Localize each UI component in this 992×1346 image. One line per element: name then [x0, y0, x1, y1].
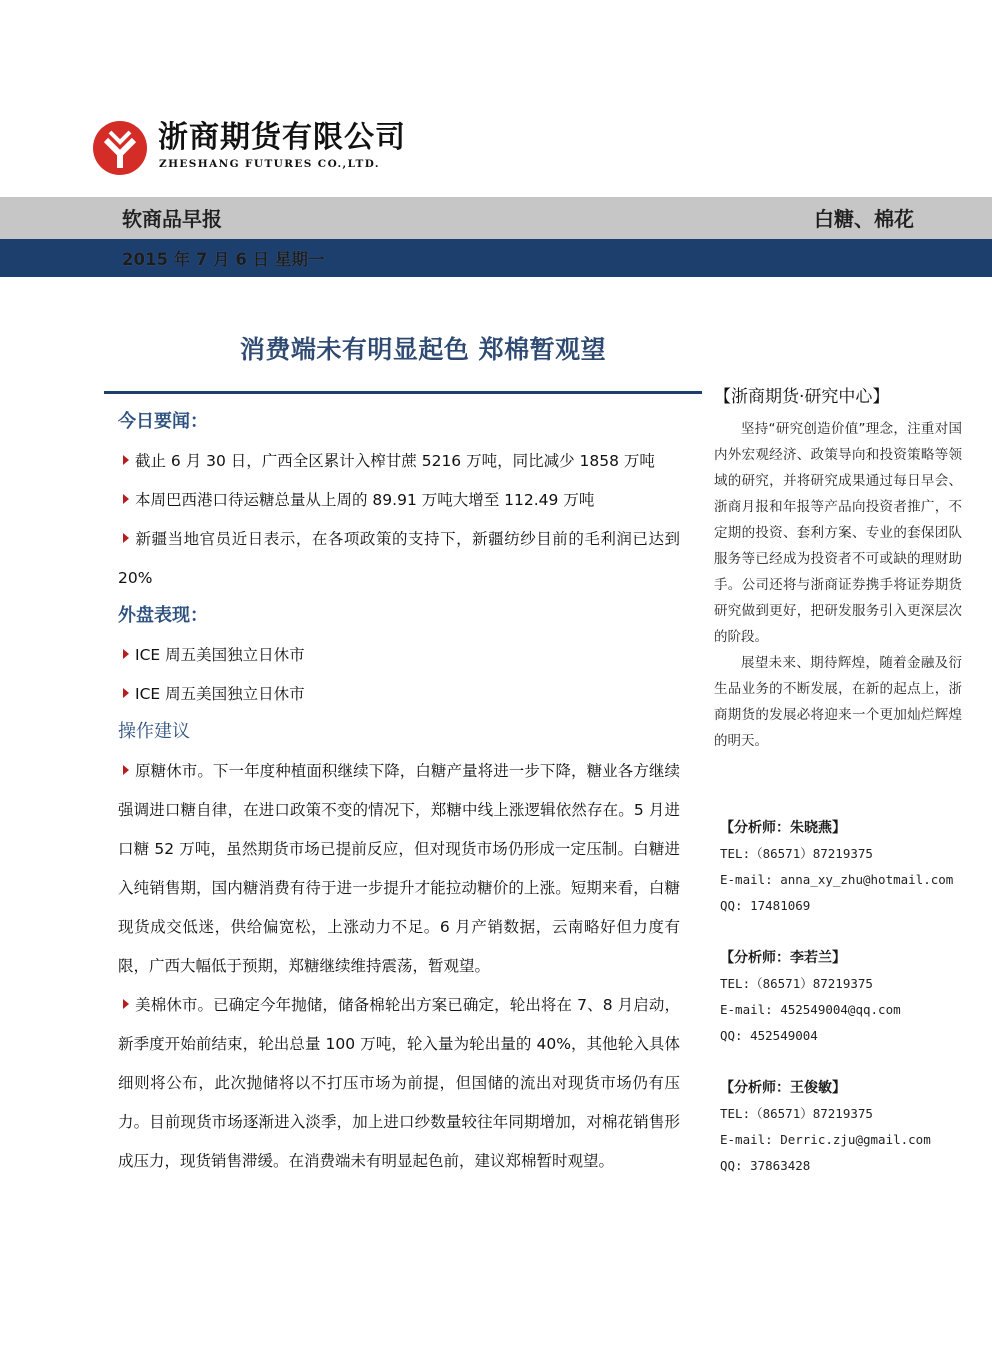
bullet-arrow-icon [123, 688, 129, 698]
outer-item-text: ICE 周五美国独立日休市 [135, 685, 305, 703]
main-content [118, 404, 680, 1181]
analyst-name: 【分析师：朱晓燕】 [720, 820, 846, 836]
bullet-arrow-icon [123, 494, 129, 504]
analyst-card [720, 815, 970, 919]
bullet-arrow-icon [123, 765, 129, 775]
analyst-tel: TEL:（86571）87219375 [720, 976, 873, 991]
date-band [0, 239, 992, 277]
news-item [118, 442, 680, 481]
bullet-arrow-icon [123, 999, 129, 1009]
news-item [118, 481, 680, 520]
analyst-qq: QQ: 17481069 [720, 898, 811, 913]
news-item-text: 本周巴西港口待运糖总量从上周的 89.91 万吨大增至 112.49 万吨 [135, 491, 595, 509]
news-item [118, 520, 680, 598]
advice-item-text: 原糖休市。下一年度种植面积继续下降，白糖产量将进一步下降，糖业各方继续强调进口糖自律，在进口政策不变的情况下，郑糖中线上涨逻辑依然存在。5 月进口糖 52 万吨，虽然期货市场已提前反应，但对现货市场仍形成一定压制。白糖进入纯销售期，国内糖消费有待于进一步提升才能拉动糖价的上涨。短期来看，白糖现货成交低迷，供给偏宽松，上涨动力不足。6 月产销数据，云南略好但力度有限，广西大幅低于预期，郑糖继续维持震荡，暂观望。 [118, 762, 680, 975]
analyst-qq: QQ: 452549004 [720, 1028, 818, 1043]
title-divider [104, 391, 702, 394]
bullet-arrow-icon [123, 455, 129, 465]
report-type: 软商品早报 [122, 207, 222, 231]
company-logo-icon [92, 120, 148, 176]
header-band [0, 197, 992, 239]
analyst-name: 【分析师：王俊敏】 [720, 1080, 846, 1096]
news-heading: 今日要闻： [118, 411, 208, 432]
outer-market-heading: 外盘表现： [118, 605, 208, 626]
sidebar-paragraph: 坚持“研究创造价值”理念，注重对国内外宏观经济、政策导向和投资策略等领域的研究，并将研究成果通过每日早会、浙商月报和年报等产品向投资者推广，不定期的投资、套利方案、专业的套保团队服务等已经成为投资者不可或缺的理财助手。公司还将与浙商证券携手将证券期货研究做到更好，把研发服务引入更深层次的阶段。 [714, 421, 962, 645]
report-date: 2015 年 7 月 6 日 星期一 [122, 250, 325, 269]
news-item-text: 新疆当地官员近日表示，在各项政策的支持下，新疆纺纱目前的毛利润已达到 20% [118, 530, 680, 587]
analyst-tel: TEL:（86571）87219375 [720, 846, 873, 861]
commodities-label: 白糖、棉花 [814, 207, 914, 231]
advice-heading: 操作建议 [118, 721, 190, 742]
analyst-tel: TEL:（86571）87219375 [720, 1106, 873, 1121]
sidebar-paragraph: 展望未来、期待辉煌，随着金融及衍生品业务的不断发展，在新的起点上，浙商期货的发展必将迎来一个更加灿烂辉煌的明天。 [714, 655, 962, 749]
news-item-text: 截止 6 月 30 日，广西全区累计入榨甘蔗 5216 万吨，同比减少 1858 万吨 [135, 452, 655, 470]
analyst-email: E-mail: anna_xy_zhu@hotmail.com [720, 872, 954, 887]
bullet-arrow-icon [123, 649, 129, 659]
outer-item [118, 675, 680, 714]
advice-item [118, 986, 680, 1181]
analyst-email: E-mail: 452549004@qq.com [720, 1002, 901, 1017]
analyst-card [720, 945, 970, 1049]
company-name-cn: 浙商期货有限公司 [158, 120, 406, 155]
analyst-email: E-mail: Derric.zju@gmail.com [720, 1132, 931, 1147]
outer-item-text: ICE 周五美国独立日休市 [135, 646, 305, 664]
analyst-name: 【分析师：李若兰】 [720, 950, 846, 966]
advice-item-text: 美棉休市。已确定今年抛储，储备棉轮出方案已确定，轮出将在 7、8 月启动，新季度开始前结束，轮出总量 100 万吨，轮入量为轮出量的 40%，其他轮入具体细则将公布，此次抛储将以不打压市场为前提，但国储的流出对现货市场仍有压力。目前现货市场逐渐进入淡季，加上进口纱数量较往年同期增加，对棉花销售形成压力，现货销售滞缓。在消费端未有明显起色前，建议郑棉暂时观望。 [118, 996, 680, 1170]
sidebar-heading: 【浙商期货·研究中心】 [714, 387, 890, 407]
analyst-qq: QQ: 37863428 [720, 1158, 811, 1173]
company-name-en: ZHESHANG FUTURES CO.,LTD. [159, 158, 380, 170]
advice-item [118, 752, 680, 986]
report-title: 消费端未有明显起色 郑棉暂观望 [239, 335, 607, 364]
bullet-arrow-icon [123, 533, 129, 543]
research-center-sidebar [714, 382, 962, 754]
analyst-card [720, 1075, 970, 1179]
outer-item [118, 636, 680, 675]
